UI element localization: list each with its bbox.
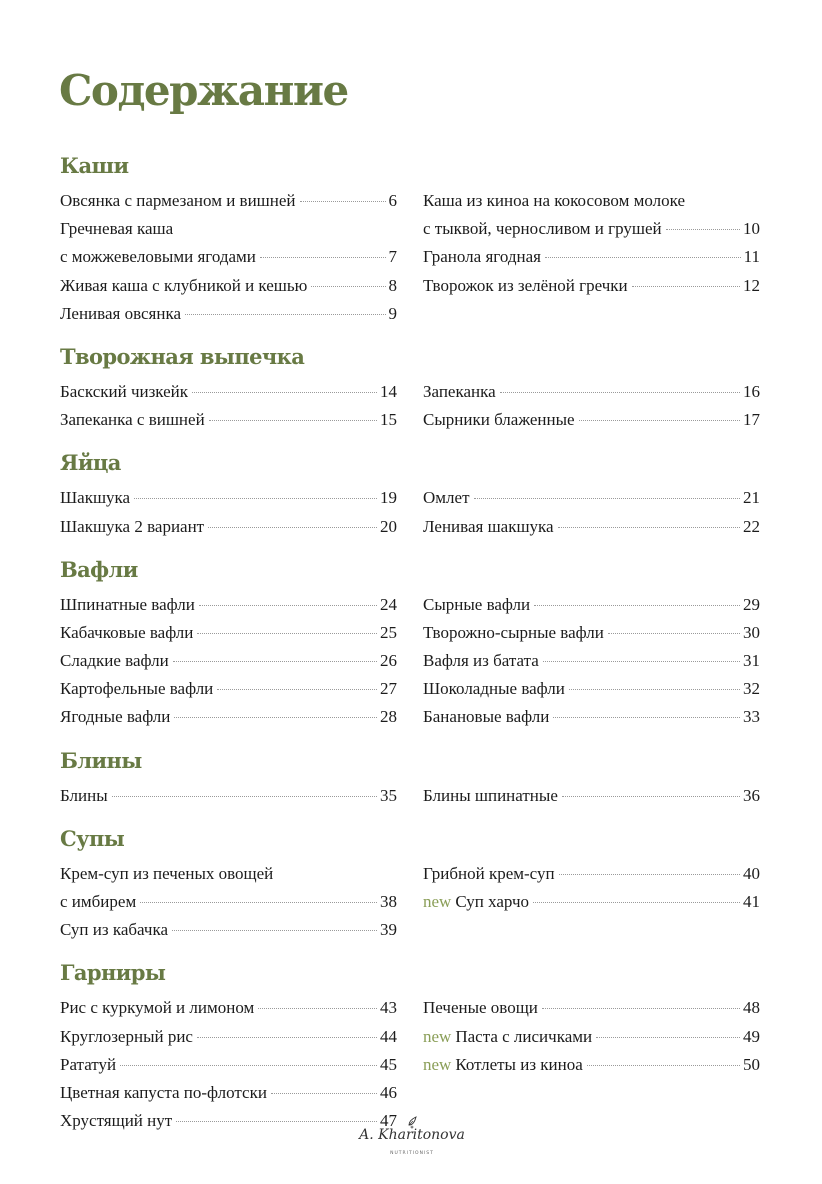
dot-leader: [197, 1037, 377, 1038]
toc-entry-title: Шоколадные вафли: [423, 679, 565, 699]
toc-entry[interactable]: [423, 243, 760, 271]
section-title: Блины: [60, 747, 142, 773]
toc-entry-title: с имбирем: [60, 892, 137, 911]
dot-leader: [545, 257, 741, 258]
toc-entry[interactable]: [423, 782, 760, 810]
toc-entry[interactable]: [423, 513, 760, 541]
toc-entry-title: Печеные овощи: [423, 998, 538, 1018]
dot-leader: [173, 661, 377, 662]
toc-column-left: [60, 484, 397, 540]
page-number: 7: [388, 247, 397, 267]
dot-leader: [185, 314, 385, 315]
toc-column-right: [423, 187, 760, 328]
toc-entry[interactable]: [423, 1023, 760, 1051]
toc-section: [60, 447, 760, 540]
dot-leader: [500, 392, 740, 393]
page-number: 19: [380, 488, 397, 508]
dot-leader: [543, 661, 740, 662]
toc-entry[interactable]: [60, 703, 397, 731]
toc-entry-title: Суп из кабачка: [60, 920, 168, 940]
toc-entry-title: Хрустящий нут: [60, 1111, 173, 1131]
page-number: 16: [743, 381, 760, 401]
toc-entry-title: Сырные вафли: [423, 594, 531, 614]
page-number: 43: [380, 998, 397, 1018]
toc-entry[interactable]: [423, 860, 760, 888]
dot-leader: [120, 1065, 377, 1066]
toc-section: [60, 554, 760, 732]
toc-entry[interactable]: [60, 994, 397, 1022]
toc-column-left: [60, 860, 397, 945]
toc-entry-title: Ленивая шакшука: [423, 516, 554, 536]
dot-leader: [474, 498, 741, 499]
dot-leader: [587, 1065, 740, 1066]
page-number: 50: [743, 1054, 760, 1074]
toc-entry[interactable]: [60, 406, 397, 434]
page-number: 29: [743, 594, 760, 614]
toc-column-right: [423, 484, 760, 540]
toc-entry-title: Блины: [60, 785, 108, 805]
page-number: 20: [380, 516, 397, 536]
toc-entry[interactable]: [60, 916, 397, 944]
toc-entry[interactable]: [60, 647, 397, 675]
page-number: 15: [380, 410, 397, 430]
page-number: 46: [380, 1082, 397, 1102]
toc-entry[interactable]: [423, 647, 760, 675]
toc-entry[interactable]: [423, 619, 760, 647]
toc-entry-title: Грибной крем-суп: [423, 863, 555, 883]
dot-leader: [553, 717, 740, 718]
page-number: 44: [380, 1026, 397, 1046]
toc-entry[interactable]: [60, 272, 397, 300]
toc-entry-title: Цветная капуста по-флотски: [60, 1082, 267, 1102]
page-number: 26: [380, 651, 397, 671]
toc-entry[interactable]: [60, 591, 397, 619]
toc-entry-title: Овсянка с пармезаном и вишней: [60, 191, 296, 210]
toc-entry-title: Банановые вафли: [423, 707, 550, 727]
toc-entry-title: Творожно-сырные вафли: [423, 622, 604, 642]
page-number: 36: [743, 785, 760, 805]
toc-entry[interactable]: [60, 378, 397, 406]
dot-leader: [174, 717, 377, 718]
dot-leader: [534, 605, 740, 606]
dot-leader: [311, 286, 385, 287]
toc-entry-title: Запеканка с вишней: [60, 410, 205, 430]
toc-entry-title: Картофельные вафли: [60, 679, 214, 699]
toc-entry-title: Шакшука 2 вариант: [60, 516, 205, 536]
toc-entry-title: Круглозерный рис: [60, 1026, 193, 1046]
toc-entry[interactable]: [60, 782, 397, 810]
toc-column-right: [423, 378, 760, 434]
dot-leader: [569, 689, 740, 690]
page-number: 38: [380, 892, 397, 911]
section-title: Гарниры: [60, 960, 166, 986]
toc-entry[interactable]: [423, 484, 760, 512]
page-number: 8: [388, 275, 397, 295]
toc-entry-title: Сырники блаженные: [423, 410, 575, 430]
toc-section: [60, 341, 760, 434]
toc-entry[interactable]: [423, 378, 760, 406]
toc-entry-title: Сладкие вафли: [60, 651, 169, 671]
page-number: 17: [743, 410, 760, 430]
new-badge: new: [423, 892, 452, 911]
page-number: 12: [743, 275, 760, 295]
dot-leader: [632, 286, 740, 287]
toc-entry-title: Гранола ягодная: [423, 247, 541, 267]
dot-leader: [260, 257, 386, 258]
toc-entry-title: Блины шпинатные: [423, 785, 558, 805]
page-number: 32: [743, 679, 760, 699]
page-number: 40: [743, 863, 760, 883]
toc-entry-title: Омлет: [423, 488, 470, 508]
page-number: 14: [380, 381, 397, 401]
toc-entry[interactable]: [60, 675, 397, 703]
toc-entry-title: Кабачковые вафли: [60, 622, 194, 642]
toc-entry[interactable]: [60, 1023, 397, 1051]
page-number: 10: [743, 219, 760, 239]
page-number: 11: [743, 247, 760, 267]
toc-section: [60, 823, 760, 945]
dot-leader: [140, 902, 377, 903]
author-subtitle: NUTRITIONIST: [390, 1151, 434, 1156]
section-title: Вафли: [60, 556, 138, 582]
new-badge: new: [423, 1054, 452, 1074]
dot-leader: [134, 498, 377, 499]
dot-leader: [608, 633, 740, 634]
toc-column-left: [60, 187, 397, 328]
toc-entry-title-line: Крем-суп из печеных овощей: [60, 863, 274, 883]
toc-entry-title: Запеканка: [423, 381, 496, 401]
toc-section: [60, 957, 760, 1135]
toc-entry[interactable]: [60, 484, 397, 512]
dot-leader: [666, 229, 740, 230]
page-number: 9: [388, 303, 397, 323]
dot-leader: [217, 689, 377, 690]
page-number: 27: [380, 679, 397, 699]
page-number: 24: [380, 594, 397, 614]
toc-entry-title: Ленивая овсянка: [60, 303, 182, 323]
page-number: 35: [380, 785, 397, 805]
dot-leader: [558, 527, 740, 528]
toc-section: [60, 745, 760, 810]
toc-entry[interactable]: [423, 1051, 760, 1079]
section-title: Супы: [60, 825, 125, 851]
toc-entry[interactable]: [60, 215, 397, 271]
dot-leader: [579, 420, 740, 421]
dot-leader: [559, 874, 740, 875]
toc-entry-title: Рис с куркумой и лимоном: [60, 998, 255, 1018]
dot-leader: [562, 796, 740, 797]
section-title: Творожная выпечка: [60, 343, 305, 369]
toc-entry-title: Паста с лисичками: [455, 1026, 593, 1046]
toc-entry-title: Суп харчо: [455, 892, 530, 911]
toc-entry[interactable]: [423, 994, 760, 1022]
toc-section: [60, 150, 760, 328]
toc-entry[interactable]: [423, 703, 760, 731]
toc-column-right: [423, 782, 760, 810]
toc-entry-title: Творожок из зелёной гречки: [423, 275, 628, 295]
toc-entry[interactable]: [423, 675, 760, 703]
toc-entry-title: Ягодные вафли: [60, 707, 171, 727]
toc-entry-title: Рататуй: [60, 1054, 117, 1074]
new-badge: new: [423, 1026, 452, 1046]
toc-column-left: [60, 782, 397, 810]
toc-entry-title: Баскский чизкейк: [60, 381, 189, 401]
dot-leader: [596, 1037, 740, 1038]
page-number: 21: [743, 488, 760, 508]
section-title: Каши: [60, 153, 129, 178]
page-title: Содержание: [59, 66, 348, 115]
toc-entry-title: Шакшука: [60, 488, 131, 508]
page-number: 30: [743, 622, 760, 642]
page-number: 45: [380, 1054, 397, 1074]
toc-column-right: [423, 860, 760, 945]
toc-entry-title: Живая каша с клубникой и кешью: [60, 275, 308, 295]
page-number: 25: [380, 622, 397, 642]
toc-column-right: [423, 591, 760, 732]
page-number: 49: [743, 1026, 760, 1046]
toc-entry[interactable]: [60, 187, 397, 215]
toc-entry-title-line: Каша из киноа на кокосовом молоке: [423, 191, 686, 210]
toc-entry-title: с тыквой, черносливом и грушей: [423, 219, 662, 239]
toc-entry-title: Котлеты из киноа: [455, 1054, 583, 1074]
toc-entry[interactable]: [423, 888, 760, 916]
page-number: 28: [380, 707, 397, 727]
toc-entry[interactable]: [60, 1107, 397, 1135]
page-number: 31: [743, 651, 760, 671]
toc-entry[interactable]: [423, 187, 760, 243]
dot-leader: [112, 796, 377, 797]
page-number: 47: [380, 1111, 397, 1131]
dot-leader: [192, 392, 377, 393]
dot-leader: [533, 902, 740, 903]
page-number: 48: [743, 998, 760, 1018]
toc-entry[interactable]: [60, 619, 397, 647]
toc-entry-title-line: Гречневая каша: [60, 219, 174, 239]
page-number: 33: [743, 707, 760, 727]
page-number: 22: [743, 516, 760, 536]
toc-entry[interactable]: [60, 300, 397, 328]
toc-entry[interactable]: [423, 272, 760, 300]
toc-column-left: [60, 378, 397, 434]
dot-leader: [209, 420, 377, 421]
page-number: 39: [380, 920, 397, 940]
toc-column-left: [60, 994, 397, 1135]
table-of-contents: [60, 150, 760, 1148]
toc-entry[interactable]: [60, 860, 397, 916]
toc-entry-title: с можжевеловыми ягодами: [60, 247, 256, 267]
author-signature: A. Kharitonova: [359, 1127, 465, 1143]
dot-leader: [199, 605, 377, 606]
toc-entry-title: Шпинатные вафли: [60, 594, 195, 614]
toc-entry[interactable]: [60, 1079, 397, 1107]
page-number: 6: [388, 191, 397, 210]
toc-entry[interactable]: [60, 513, 397, 541]
toc-entry[interactable]: [423, 591, 760, 619]
dot-leader: [176, 1121, 377, 1122]
section-title: Яйца: [60, 450, 121, 476]
dot-leader: [300, 201, 386, 202]
toc-entry[interactable]: [423, 406, 760, 434]
toc-entry-title: Вафля из батата: [423, 651, 539, 671]
author-logo: [352, 1115, 472, 1165]
page-number: 41: [743, 892, 760, 911]
dot-leader: [258, 1008, 377, 1009]
toc-entry[interactable]: [60, 1051, 397, 1079]
toc-column-right: [423, 994, 760, 1135]
dot-leader: [271, 1093, 377, 1094]
dot-leader: [197, 633, 377, 634]
toc-column-left: [60, 591, 397, 732]
dot-leader: [172, 930, 377, 931]
dot-leader: [208, 527, 377, 528]
dot-leader: [542, 1008, 740, 1009]
